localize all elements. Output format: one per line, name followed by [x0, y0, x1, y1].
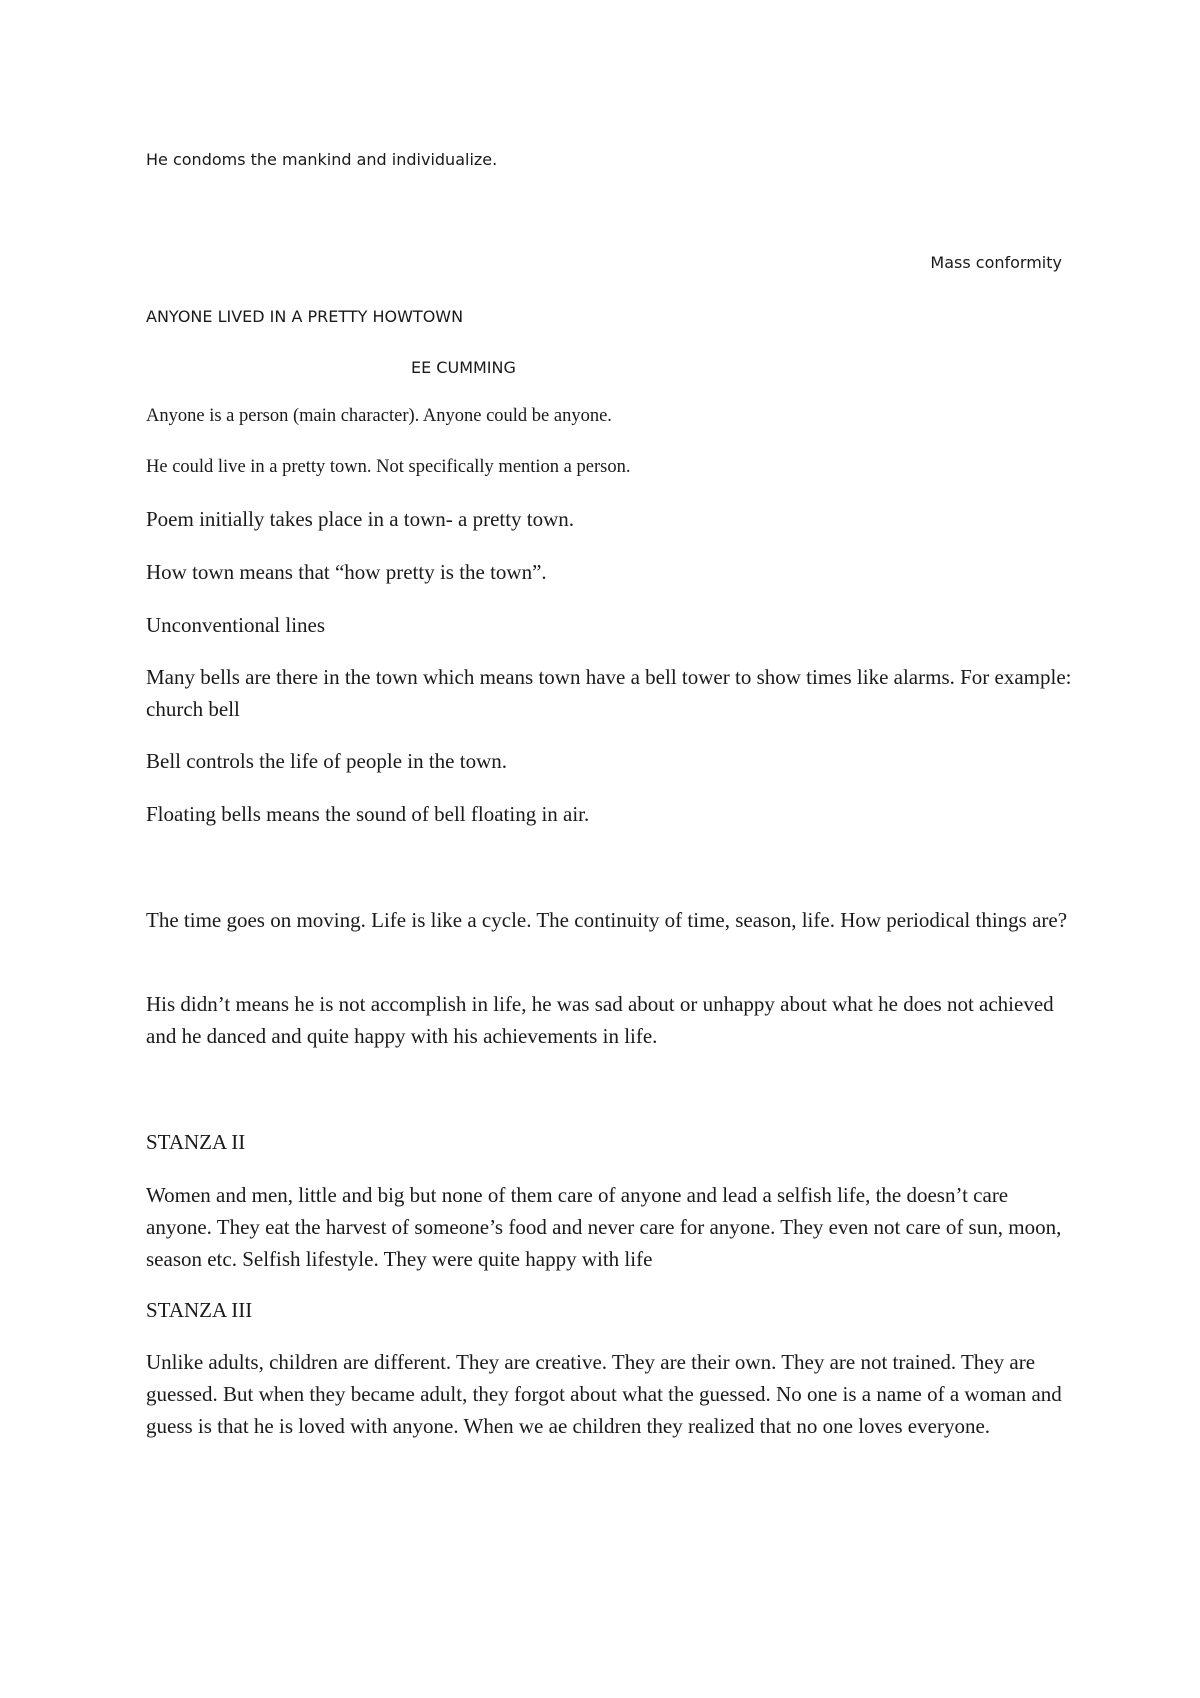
- note-line: Floating bells means the sound of bell floating in air.: [146, 802, 590, 826]
- note-line: How town means that “how pretty is the town”.: [146, 560, 547, 584]
- paragraph-time: The time goes on moving. Life is like a cycle. The continuity of time, season, life. How periodical things are?: [146, 908, 1068, 932]
- stanza-paragraph: Women and men, little and big but none of them care of anyone and lead a selfish life, the doesn’t care anyone. They eat the harvest of someone’s food and never care for anyone. They even not care of sun, moon, season etc. Selfish lifestyle. They were quite happy with life: [146, 1183, 1062, 1271]
- note-line: Unconventional lines: [146, 613, 326, 637]
- stanza-paragraph: Unlike adults, children are different. They are creative. They are their own. They are not trained. They are guessed. But when they became adult, they forgot about what the guessed. No one is a name of a woman and guess is that he is loved with anyone. When we ae children they realized that no one loves everyone.: [146, 1350, 1062, 1438]
- side-note: Mass conformity: [930, 253, 1062, 272]
- stanza-heading: STANZA II: [146, 1130, 246, 1154]
- note-paragraph: Many bells are there in the town which means town have a bell tower to show times like alarms. For example: church bell: [146, 665, 1072, 721]
- paragraph-didnt: His didn’t means he is not accomplish in life, he was sad about or unhappy about what he does not achieved and he danced and quite happy with his achievements in life.: [146, 992, 1054, 1048]
- opening-line: He condoms the mankind and individualize.: [146, 150, 498, 169]
- poem-author: EE CUMMING: [411, 358, 516, 377]
- note-line: Bell controls the life of people in the town.: [146, 749, 507, 773]
- note-line: He could live in a pretty town. Not specifically mention a person.: [146, 457, 631, 477]
- note-line: Anyone is a person (main character). Anyone could be anyone.: [146, 406, 612, 426]
- poem-title: ANYONE LIVED IN A PRETTY HOWTOWN: [146, 307, 464, 326]
- stanza-heading: STANZA III: [146, 1298, 253, 1322]
- note-line: Poem initially takes place in a town- a pretty town.: [146, 507, 575, 531]
